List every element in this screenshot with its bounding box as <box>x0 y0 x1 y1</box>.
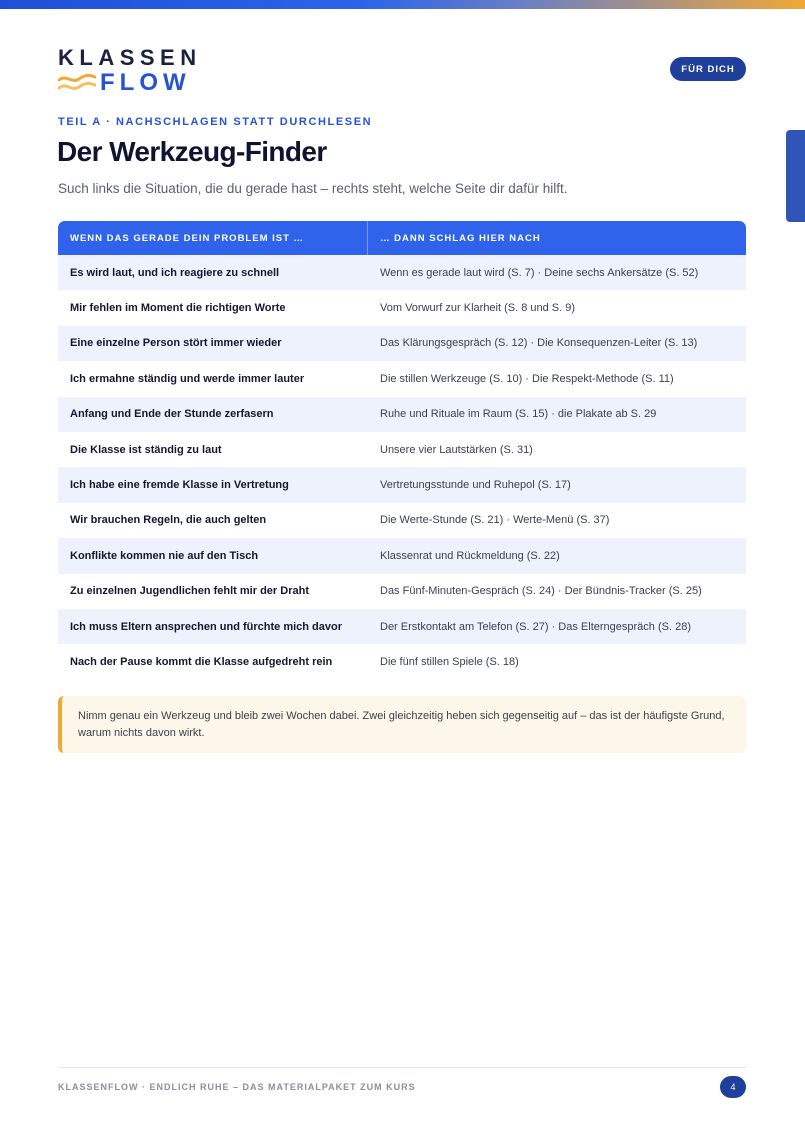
column-header-reference: … DANN SCHLAG HIER NACH <box>380 232 541 244</box>
table-row <box>58 503 746 538</box>
table-row <box>58 255 746 290</box>
table-row <box>58 397 746 432</box>
reference-cell: Die fünf stillen Spiele (S. 18) <box>380 655 519 668</box>
klassenflow-logo <box>58 45 202 96</box>
side-tab-marker <box>786 130 805 222</box>
reference-cell: Wenn es gerade laut wird (S. 7) · Deine sechs Ankersätze (S. 52) <box>380 266 699 279</box>
logo-wordmark-top: KLASSEN <box>58 45 202 70</box>
problem-cell: Konflikte kommen nie auf den Tisch <box>70 549 259 562</box>
table-row <box>58 361 746 396</box>
problem-cell: Ich habe eine fremde Klasse in Vertretung <box>70 479 289 492</box>
problem-cell: Anfang und Ende der Stunde zerfasern <box>70 408 274 421</box>
problem-cell: Zu einzelnen Jugendlichen fehlt mir der Draht <box>70 585 309 598</box>
tip-callout: Nimm genau ein Werkzeug und bleib zwei Wochen dabei. Zwei gleichzeitig heben sich gegenseitig auf – das ist der häufigste Grund, warum nichts davon wirkt. <box>58 696 746 753</box>
page-number: 4 <box>720 1076 746 1098</box>
page-title: Der Werkzeug-Finder <box>57 136 327 167</box>
footer-text: KLASSENFLOW · ENDLICH RUHE – DAS MATERIALPAKET ZUM KURS <box>58 1082 416 1092</box>
top-gradient-bar <box>0 0 805 9</box>
reference-cell: Vertretungsstunde und Ruhepol (S. 17) <box>380 479 571 492</box>
problem-cell: Wir brauchen Regeln, die auch gelten <box>70 514 267 527</box>
problem-cell: Nach der Pause kommt die Klasse aufgedreht rein <box>70 655 333 668</box>
logo-wordmark-bottom: FLOW <box>100 69 191 96</box>
audience-badge: FÜR DICH <box>670 57 746 81</box>
problem-cell: Eine einzelne Person stört immer wieder <box>70 337 282 350</box>
table-row <box>58 432 746 467</box>
problem-cell: Die Klasse ist ständig zu laut <box>70 443 222 456</box>
reference-cell: Der Erstkontakt am Telefon (S. 27) · Das Elterngespräch (S. 28) <box>380 620 691 633</box>
reference-cell: Ruhe und Rituale im Raum (S. 15) · die Plakate ab S. 29 <box>380 408 657 421</box>
page-subtitle: Such links die Situation, die du gerade hast – rechts steht, welche Seite dir dafür hilft. <box>58 181 568 196</box>
reference-cell: Klassenrat und Rückmeldung (S. 22) <box>380 549 560 562</box>
problem-cell: Mir fehlen im Moment die richtigen Worte <box>70 302 286 315</box>
reference-cell: Vom Vorwurf zur Klarheit (S. 8 und S. 9) <box>380 302 576 315</box>
reference-cell: Das Fünf-Minuten-Gespräch (S. 24) · Der Bündnis-Tracker (S. 25) <box>380 585 702 598</box>
reference-cell: Die stillen Werkzeuge (S. 10) · Die Respekt-Methode (S. 11) <box>380 372 674 385</box>
reference-cell: Das Klärungsgespräch (S. 12) · Die Konsequenzen-Leiter (S. 13) <box>380 337 698 350</box>
table-row <box>58 290 746 325</box>
table-row <box>58 538 746 573</box>
problem-cell: Es wird laut, und ich reagiere zu schnell <box>70 266 280 279</box>
problem-cell: Ich muss Eltern ansprechen und fürchte mich davor <box>70 620 343 633</box>
footer-divider <box>58 1067 746 1068</box>
section-kicker: TEIL A · NACHSCHLAGEN STATT DURCHLESEN <box>58 116 373 128</box>
table-row <box>58 467 746 502</box>
tool-finder-table <box>58 221 746 680</box>
table-row <box>58 326 746 361</box>
reference-cell: Unsere vier Lautstärken (S. 31) <box>380 443 533 456</box>
reference-cell: Die Werte-Stunde (S. 21) · Werte-Menü (S. 37) <box>380 514 610 527</box>
table-row <box>58 609 746 644</box>
wave-icon <box>58 71 96 95</box>
table-row <box>58 574 746 609</box>
table-row <box>58 644 746 679</box>
problem-cell: Ich ermahne ständig und werde immer lauter <box>70 372 305 385</box>
column-header-problem: WENN DAS GERADE DEIN PROBLEM IST … <box>58 221 368 255</box>
table-header <box>58 221 746 255</box>
